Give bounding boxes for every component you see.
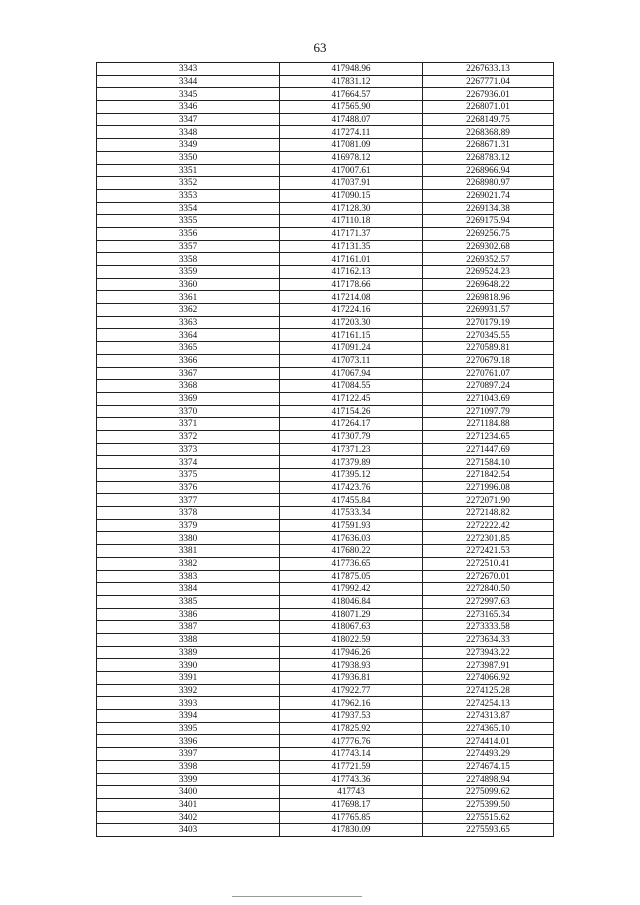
table-row: [97, 507, 554, 520]
x-coordinate-cell: 417455.84: [280, 494, 423, 507]
table-row: [97, 405, 554, 418]
x-coordinate-cell: 417395.12: [280, 469, 423, 482]
table-row: [97, 773, 554, 786]
y-coordinate-cell: 2274414.01: [423, 735, 554, 748]
table-row: [97, 735, 554, 748]
y-coordinate-cell: 2272148.82: [423, 507, 554, 520]
y-coordinate-cell: 2275515.62: [423, 811, 554, 824]
x-coordinate-cell: 417084.55: [280, 380, 423, 393]
y-coordinate-cell: 2275593.65: [423, 824, 554, 837]
point-number-cell: 3382: [97, 557, 280, 570]
table-row: [97, 164, 554, 177]
y-coordinate-cell: 2268671.31: [423, 139, 554, 152]
x-coordinate-cell: 417162.13: [280, 266, 423, 279]
x-coordinate-cell: 417698.17: [280, 798, 423, 811]
point-number-cell: 3357: [97, 240, 280, 253]
x-coordinate-cell: 417937.53: [280, 710, 423, 723]
y-coordinate-cell: 2274493.29: [423, 748, 554, 761]
point-number-cell: 3386: [97, 608, 280, 621]
x-coordinate-cell: 418067.63: [280, 621, 423, 634]
y-coordinate-cell: 2274365.10: [423, 722, 554, 735]
y-coordinate-cell: 2273333.58: [423, 621, 554, 634]
y-coordinate-cell: 2268783.12: [423, 151, 554, 164]
y-coordinate-cell: 2274254.13: [423, 697, 554, 710]
y-coordinate-cell: 2269302.68: [423, 240, 554, 253]
point-number-cell: 3381: [97, 545, 280, 558]
x-coordinate-cell: 417007.61: [280, 164, 423, 177]
point-number-cell: 3367: [97, 367, 280, 380]
point-number-cell: 3345: [97, 88, 280, 101]
y-coordinate-cell: 2268071.01: [423, 101, 554, 114]
y-coordinate-cell: 2269648.22: [423, 278, 554, 291]
table-row: [97, 811, 554, 824]
y-coordinate-cell: 2268149.75: [423, 113, 554, 126]
y-coordinate-cell: 2269175.94: [423, 215, 554, 228]
table-row: [97, 113, 554, 126]
table-row: [97, 126, 554, 139]
y-coordinate-cell: 2274066.92: [423, 672, 554, 685]
x-coordinate-cell: 418022.59: [280, 633, 423, 646]
table-row: [97, 824, 554, 837]
x-coordinate-cell: 417743.36: [280, 773, 423, 786]
table-row: [97, 316, 554, 329]
y-coordinate-cell: 2271996.08: [423, 481, 554, 494]
point-number-cell: 3360: [97, 278, 280, 291]
table-row: [97, 101, 554, 114]
point-number-cell: 3389: [97, 646, 280, 659]
y-coordinate-cell: 2270761.07: [423, 367, 554, 380]
point-number-cell: 3358: [97, 253, 280, 266]
y-coordinate-cell: 2272670.01: [423, 570, 554, 583]
point-number-cell: 3387: [97, 621, 280, 634]
point-number-cell: 3401: [97, 798, 280, 811]
table-row: [97, 367, 554, 380]
y-coordinate-cell: 2272421.53: [423, 545, 554, 558]
point-number-cell: 3369: [97, 392, 280, 405]
x-coordinate-cell: 417110.18: [280, 215, 423, 228]
table-row: [97, 646, 554, 659]
x-coordinate-cell: 417938.93: [280, 659, 423, 672]
y-coordinate-cell: 2271234.65: [423, 430, 554, 443]
y-coordinate-cell: 2274674.15: [423, 760, 554, 773]
point-number-cell: 3366: [97, 354, 280, 367]
x-coordinate-cell: 417533.34: [280, 507, 423, 520]
table-row: [97, 227, 554, 240]
y-coordinate-cell: 2271184.88: [423, 418, 554, 431]
y-coordinate-cell: 2274898.94: [423, 773, 554, 786]
point-number-cell: 3378: [97, 507, 280, 520]
x-coordinate-cell: 417379.89: [280, 456, 423, 469]
x-coordinate-cell: 417122.45: [280, 392, 423, 405]
point-number-cell: 3344: [97, 75, 280, 88]
x-coordinate-cell: 417591.93: [280, 519, 423, 532]
x-coordinate-cell: 417946.26: [280, 646, 423, 659]
x-coordinate-cell: 417488.07: [280, 113, 423, 126]
table-row: [97, 481, 554, 494]
x-coordinate-cell: 417776.76: [280, 735, 423, 748]
table-row: [97, 430, 554, 443]
table-row: [97, 418, 554, 431]
y-coordinate-cell: 2268966.94: [423, 164, 554, 177]
point-number-cell: 3398: [97, 760, 280, 773]
table-row: [97, 75, 554, 88]
table-row: [97, 469, 554, 482]
point-number-cell: 3376: [97, 481, 280, 494]
table-row: [97, 595, 554, 608]
point-number-cell: 3385: [97, 595, 280, 608]
point-number-cell: 3388: [97, 633, 280, 646]
x-coordinate-cell: 418046.84: [280, 595, 423, 608]
y-coordinate-cell: 2270179.19: [423, 316, 554, 329]
table-row: [97, 63, 554, 76]
x-coordinate-cell: 417091.24: [280, 342, 423, 355]
x-coordinate-cell: 417721.59: [280, 760, 423, 773]
y-coordinate-cell: 2267936.01: [423, 88, 554, 101]
point-number-cell: 3402: [97, 811, 280, 824]
point-number-cell: 3346: [97, 101, 280, 114]
point-number-cell: 3375: [97, 469, 280, 482]
x-coordinate-cell: 417736.65: [280, 557, 423, 570]
coordinates-table: [96, 62, 554, 837]
table-row: [97, 494, 554, 507]
y-coordinate-cell: 2275099.62: [423, 786, 554, 799]
point-number-cell: 3384: [97, 583, 280, 596]
y-coordinate-cell: 2271097.79: [423, 405, 554, 418]
y-coordinate-cell: 2273634.33: [423, 633, 554, 646]
x-coordinate-cell: 417274.11: [280, 126, 423, 139]
y-coordinate-cell: 2275399.50: [423, 798, 554, 811]
table-row: [97, 291, 554, 304]
y-coordinate-cell: 2270589.81: [423, 342, 554, 355]
x-coordinate-cell: 417636.03: [280, 532, 423, 545]
x-coordinate-cell: 417825.92: [280, 722, 423, 735]
point-number-cell: 3399: [97, 773, 280, 786]
table-row: [97, 88, 554, 101]
y-coordinate-cell: 2270679.18: [423, 354, 554, 367]
x-coordinate-cell: 417090.15: [280, 189, 423, 202]
y-coordinate-cell: 2272222.42: [423, 519, 554, 532]
table-row: [97, 608, 554, 621]
point-number-cell: 3351: [97, 164, 280, 177]
table-row: [97, 329, 554, 342]
table-row: [97, 557, 554, 570]
x-coordinate-cell: 417128.30: [280, 202, 423, 215]
point-number-cell: 3379: [97, 519, 280, 532]
point-number-cell: 3400: [97, 786, 280, 799]
point-number-cell: 3395: [97, 722, 280, 735]
table-row: [97, 266, 554, 279]
point-number-cell: 3403: [97, 824, 280, 837]
point-number-cell: 3383: [97, 570, 280, 583]
y-coordinate-cell: 2267633.13: [423, 63, 554, 76]
coordinates-table-body: [97, 63, 554, 837]
point-number-cell: 3353: [97, 189, 280, 202]
point-number-cell: 3364: [97, 329, 280, 342]
x-coordinate-cell: 417131.35: [280, 240, 423, 253]
x-coordinate-cell: 417203.30: [280, 316, 423, 329]
footer-divider: [232, 896, 362, 897]
y-coordinate-cell: 2270897.24: [423, 380, 554, 393]
point-number-cell: 3368: [97, 380, 280, 393]
y-coordinate-cell: 2269818.96: [423, 291, 554, 304]
table-row: [97, 684, 554, 697]
y-coordinate-cell: 2269021.74: [423, 189, 554, 202]
x-coordinate-cell: 417423.76: [280, 481, 423, 494]
y-coordinate-cell: 2268368.89: [423, 126, 554, 139]
y-coordinate-cell: 2269256.75: [423, 227, 554, 240]
point-number-cell: 3365: [97, 342, 280, 355]
table-row: [97, 621, 554, 634]
point-number-cell: 3372: [97, 430, 280, 443]
point-number-cell: 3393: [97, 697, 280, 710]
x-coordinate-cell: 417992.42: [280, 583, 423, 596]
table-row: [97, 342, 554, 355]
table-row: [97, 354, 554, 367]
x-coordinate-cell: 417765.85: [280, 811, 423, 824]
table-row: [97, 177, 554, 190]
table-row: [97, 710, 554, 723]
x-coordinate-cell: 417171.37: [280, 227, 423, 240]
x-coordinate-cell: 418071.29: [280, 608, 423, 621]
point-number-cell: 3394: [97, 710, 280, 723]
y-coordinate-cell: 2271447.69: [423, 443, 554, 456]
x-coordinate-cell: 417214.08: [280, 291, 423, 304]
x-coordinate-cell: 417037.91: [280, 177, 423, 190]
point-number-cell: 3377: [97, 494, 280, 507]
x-coordinate-cell: 417307.79: [280, 430, 423, 443]
table-row: [97, 240, 554, 253]
point-number-cell: 3396: [97, 735, 280, 748]
point-number-cell: 3391: [97, 672, 280, 685]
point-number-cell: 3355: [97, 215, 280, 228]
x-coordinate-cell: 417161.01: [280, 253, 423, 266]
table-row: [97, 532, 554, 545]
point-number-cell: 3352: [97, 177, 280, 190]
x-coordinate-cell: 417178.66: [280, 278, 423, 291]
x-coordinate-cell: 417830.09: [280, 824, 423, 837]
point-number-cell: 3390: [97, 659, 280, 672]
point-number-cell: 3348: [97, 126, 280, 139]
point-number-cell: 3356: [97, 227, 280, 240]
y-coordinate-cell: 2273943.22: [423, 646, 554, 659]
table-row: [97, 202, 554, 215]
x-coordinate-cell: 417962.16: [280, 697, 423, 710]
x-coordinate-cell: 417073.11: [280, 354, 423, 367]
x-coordinate-cell: 417936.81: [280, 672, 423, 685]
y-coordinate-cell: 2268980.97: [423, 177, 554, 190]
x-coordinate-cell: 417224.16: [280, 304, 423, 317]
table-row: [97, 570, 554, 583]
y-coordinate-cell: 2274313.87: [423, 710, 554, 723]
y-coordinate-cell: 2270345.55: [423, 329, 554, 342]
table-row: [97, 215, 554, 228]
table-row: [97, 392, 554, 405]
point-number-cell: 3374: [97, 456, 280, 469]
x-coordinate-cell: 417067.94: [280, 367, 423, 380]
y-coordinate-cell: 2272997.63: [423, 595, 554, 608]
x-coordinate-cell: 417875.05: [280, 570, 423, 583]
table-row: [97, 304, 554, 317]
x-coordinate-cell: 416978.12: [280, 151, 423, 164]
y-coordinate-cell: 2271842.54: [423, 469, 554, 482]
y-coordinate-cell: 2269134.38: [423, 202, 554, 215]
point-number-cell: 3362: [97, 304, 280, 317]
y-coordinate-cell: 2267771.04: [423, 75, 554, 88]
table-row: [97, 443, 554, 456]
point-number-cell: 3380: [97, 532, 280, 545]
table-row: [97, 519, 554, 532]
y-coordinate-cell: 2272840.50: [423, 583, 554, 596]
table-row: [97, 189, 554, 202]
y-coordinate-cell: 2272071.90: [423, 494, 554, 507]
table-row: [97, 760, 554, 773]
point-number-cell: 3350: [97, 151, 280, 164]
y-coordinate-cell: 2269524.23: [423, 266, 554, 279]
table-row: [97, 139, 554, 152]
x-coordinate-cell: 417565.90: [280, 101, 423, 114]
x-coordinate-cell: 417161.15: [280, 329, 423, 342]
table-row: [97, 659, 554, 672]
point-number-cell: 3363: [97, 316, 280, 329]
table-row: [97, 697, 554, 710]
table-row: [97, 633, 554, 646]
point-number-cell: 3361: [97, 291, 280, 304]
y-coordinate-cell: 2273987.91: [423, 659, 554, 672]
y-coordinate-cell: 2271043.69: [423, 392, 554, 405]
point-number-cell: 3397: [97, 748, 280, 761]
x-coordinate-cell: 417371.23: [280, 443, 423, 456]
table-row: [97, 748, 554, 761]
table-row: [97, 278, 554, 291]
table-row: [97, 253, 554, 266]
x-coordinate-cell: 417922.77: [280, 684, 423, 697]
table-row: [97, 798, 554, 811]
point-number-cell: 3392: [97, 684, 280, 697]
x-coordinate-cell: 417664.57: [280, 88, 423, 101]
point-number-cell: 3373: [97, 443, 280, 456]
point-number-cell: 3343: [97, 63, 280, 76]
point-number-cell: 3371: [97, 418, 280, 431]
table-row: [97, 672, 554, 685]
table-row: [97, 722, 554, 735]
table-row: [97, 545, 554, 558]
y-coordinate-cell: 2271584.10: [423, 456, 554, 469]
point-number-cell: 3349: [97, 139, 280, 152]
point-number-cell: 3347: [97, 113, 280, 126]
x-coordinate-cell: 417680.22: [280, 545, 423, 558]
x-coordinate-cell: 417154.26: [280, 405, 423, 418]
table-row: [97, 151, 554, 164]
x-coordinate-cell: 417743: [280, 786, 423, 799]
table-row: [97, 380, 554, 393]
x-coordinate-cell: 417264.17: [280, 418, 423, 431]
x-coordinate-cell: 417743.14: [280, 748, 423, 761]
table-row: [97, 583, 554, 596]
x-coordinate-cell: 417081.09: [280, 139, 423, 152]
point-number-cell: 3370: [97, 405, 280, 418]
y-coordinate-cell: 2272301.85: [423, 532, 554, 545]
y-coordinate-cell: 2274125.28: [423, 684, 554, 697]
table-row: [97, 786, 554, 799]
y-coordinate-cell: 2273165.34: [423, 608, 554, 621]
point-number-cell: 3354: [97, 202, 280, 215]
table-row: [97, 456, 554, 469]
y-coordinate-cell: 2272510.41: [423, 557, 554, 570]
y-coordinate-cell: 2269352.57: [423, 253, 554, 266]
y-coordinate-cell: 2269931.57: [423, 304, 554, 317]
x-coordinate-cell: 417948.96: [280, 63, 423, 76]
page-number: 63: [313, 40, 327, 55]
x-coordinate-cell: 417831.12: [280, 75, 423, 88]
point-number-cell: 3359: [97, 266, 280, 279]
